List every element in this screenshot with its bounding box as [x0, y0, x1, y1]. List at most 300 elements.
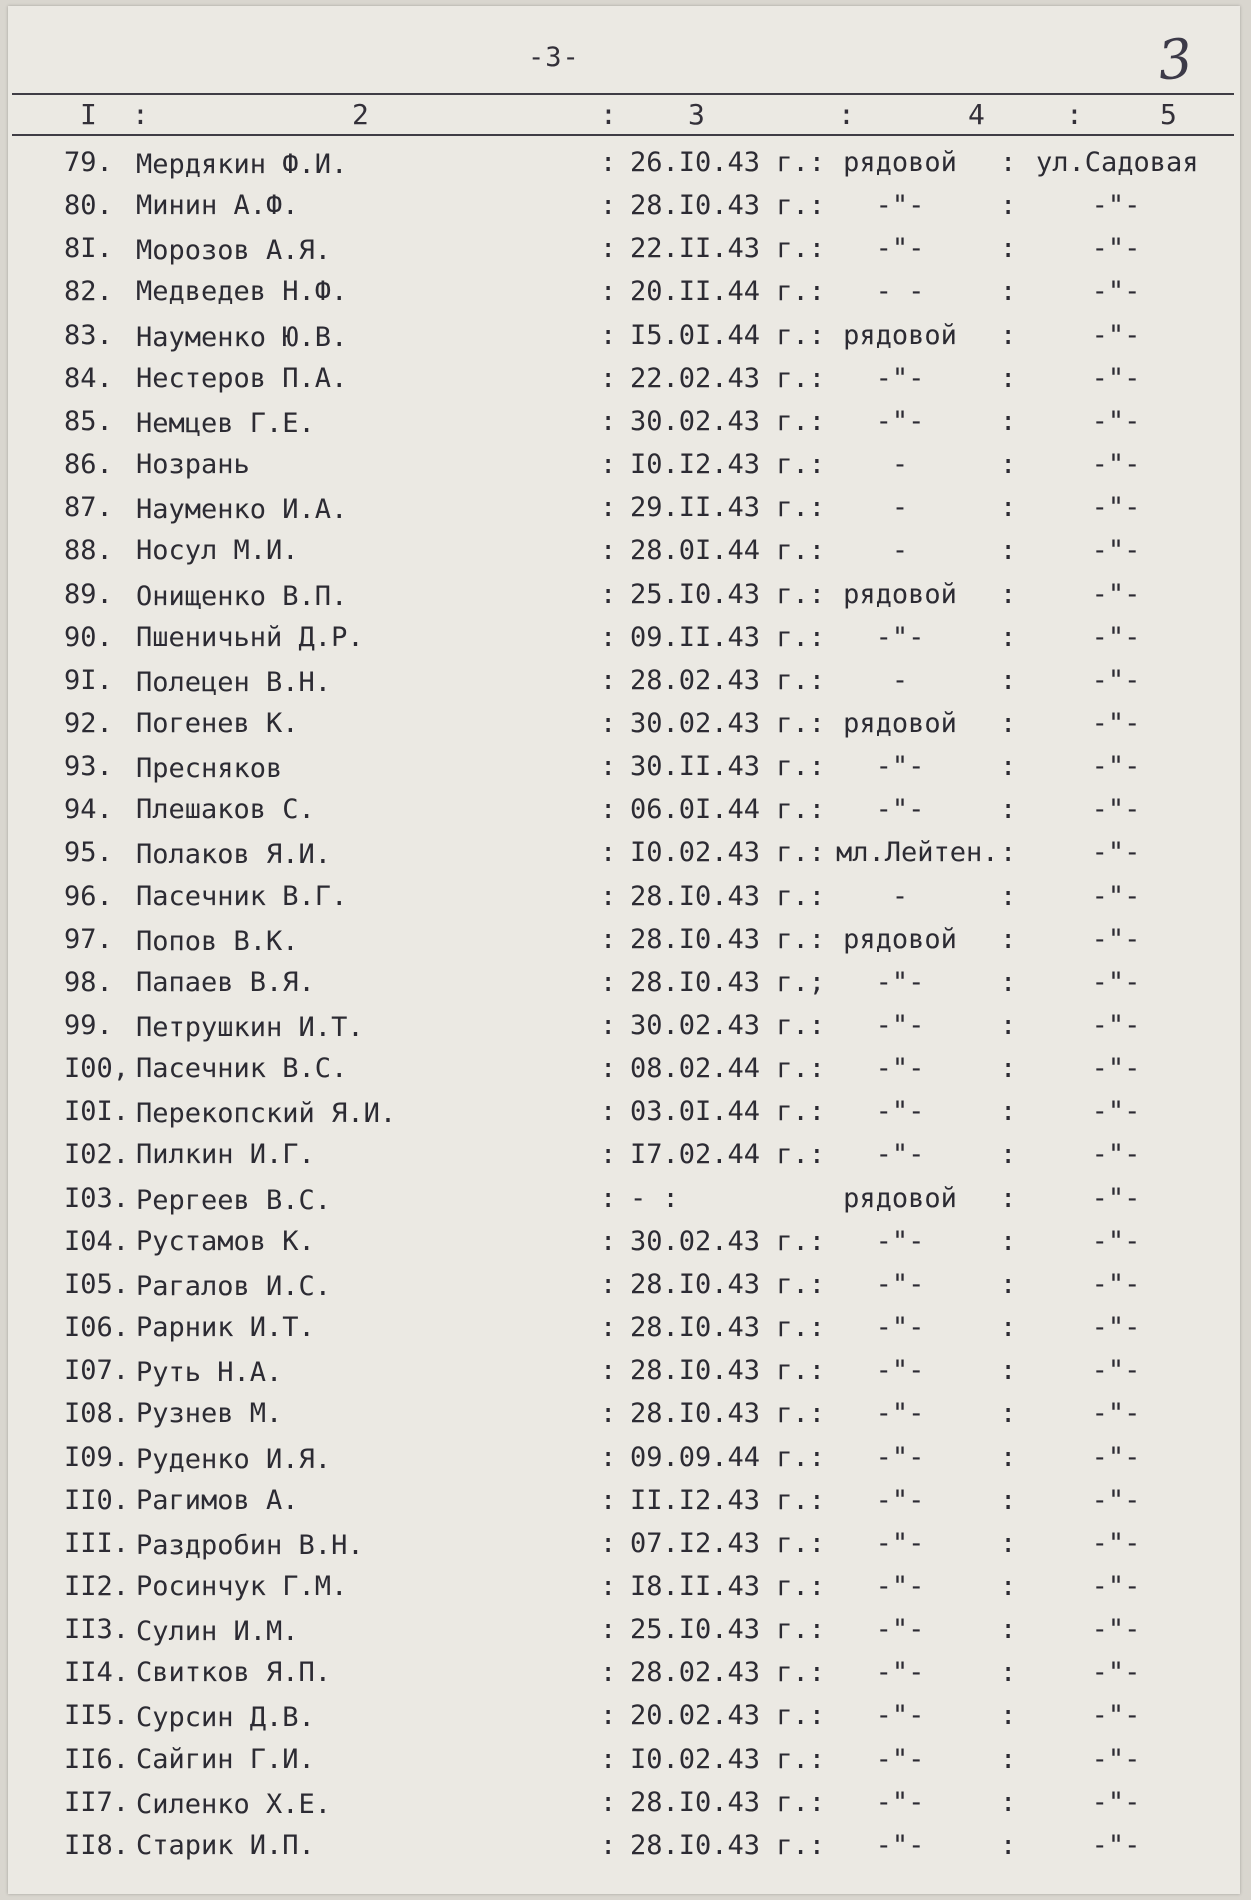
column-separator: :	[600, 1010, 617, 1041]
column-separator: :	[1000, 1614, 1017, 1646]
street-address: -"-	[1091, 1139, 1141, 1171]
column-header-4: 4	[968, 98, 985, 131]
header-separator: :	[1066, 98, 1083, 131]
column-separator: :	[600, 1225, 617, 1257]
military-rank: -	[891, 664, 909, 696]
column-separator: :	[1000, 751, 1017, 783]
record-number: I05.	[64, 1268, 130, 1300]
person-name: Морозов А.Я.	[136, 235, 332, 267]
record-number: 83.	[64, 319, 113, 351]
page-number: -3-	[528, 42, 580, 73]
table-row	[8, 878, 1240, 916]
record-number: 89.	[64, 578, 113, 610]
table-row	[8, 1827, 1240, 1865]
military-rank: -"-	[875, 1570, 925, 1602]
record-date: 28.I0.43 г.:	[630, 1829, 826, 1861]
military-rank: -	[891, 449, 909, 481]
column-separator: :	[600, 1398, 617, 1430]
military-rank: -"-	[875, 1700, 925, 1732]
military-rank: -"-	[875, 1441, 925, 1473]
column-separator: :	[600, 535, 617, 567]
column-separator: :	[600, 362, 617, 394]
person-name: Полаков Я.И.	[136, 839, 332, 871]
column-separator: :	[1000, 1139, 1017, 1171]
column-separator: :	[600, 147, 617, 178]
column-separator: :	[600, 1743, 617, 1775]
person-name: Раздробин В.Н.	[136, 1529, 364, 1561]
street-address: -"-	[1091, 1786, 1141, 1818]
person-name: Медведев Н.Ф.	[136, 276, 348, 308]
street-address: -"-	[1091, 1053, 1141, 1085]
military-rank: -"-	[875, 1527, 925, 1559]
column-separator: :	[600, 707, 617, 739]
military-rank: -"-	[875, 1312, 925, 1344]
street-address: -"-	[1091, 233, 1141, 265]
column-separator: :	[600, 794, 617, 826]
column-separator: :	[600, 923, 617, 955]
street-address: -"-	[1091, 492, 1141, 524]
record-number: II3.	[64, 1614, 130, 1646]
column-separator: :	[600, 405, 617, 437]
document-page	[8, 6, 1240, 1894]
military-rank: -"-	[875, 1657, 925, 1689]
record-date: 22.02.43 г.:	[630, 362, 826, 394]
column-separator: :	[600, 1829, 617, 1861]
record-number: 88.	[64, 535, 113, 567]
street-address: -"-	[1091, 1268, 1141, 1300]
column-separator: :	[1000, 1268, 1017, 1300]
record-date: 28.I0.43 г.:	[630, 1786, 826, 1818]
record-date: 08.02.44 г.:	[630, 1053, 826, 1085]
table-row	[8, 1568, 1240, 1606]
military-rank: -	[891, 880, 909, 912]
street-address: -"-	[1091, 1743, 1141, 1775]
table-row	[8, 1611, 1240, 1649]
table-row	[8, 1136, 1240, 1174]
record-number: I02.	[64, 1139, 130, 1171]
column-separator: :	[600, 1441, 617, 1473]
street-address: -"-	[1091, 449, 1141, 481]
military-rank: -"-	[875, 1786, 925, 1818]
record-date: 28.I0.43 г.:	[630, 1268, 826, 1300]
person-name: Попов В.К.	[136, 925, 299, 957]
military-rank: -"-	[875, 1829, 925, 1861]
military-rank: рядовой	[843, 578, 957, 610]
record-number: II7.	[64, 1786, 130, 1818]
record-number: II6.	[64, 1743, 130, 1775]
column-separator: :	[1000, 1829, 1017, 1861]
person-name: Пасечник В.С.	[136, 1053, 348, 1085]
record-date: I0.02.43 г.:	[630, 837, 826, 869]
record-number: 85.	[64, 405, 113, 437]
person-name: Полецен В.Н.	[136, 666, 332, 698]
street-address: -"-	[1091, 837, 1141, 869]
column-separator: :	[600, 1570, 617, 1602]
street-address: -"-	[1091, 319, 1141, 351]
person-name: Пресняков	[136, 753, 283, 785]
record-date: 22.II.43 г.:	[630, 233, 826, 265]
person-name: Минин А.Ф.	[136, 190, 299, 222]
handwritten-sheet-number: 3	[1154, 26, 1196, 93]
table-row	[8, 1654, 1240, 1692]
record-date: I7.02.44 г.:	[630, 1139, 826, 1171]
table-row	[8, 1395, 1240, 1433]
table-row	[8, 705, 1240, 743]
table-row	[8, 1223, 1240, 1261]
record-number: 92.	[64, 707, 113, 739]
military-rank: -"-	[875, 1614, 925, 1646]
military-rank: -"-	[875, 362, 925, 394]
record-number: 98.	[64, 966, 113, 998]
record-date: 26.I0.43 г.:	[630, 147, 826, 178]
record-date: 09.09.44 г.:	[630, 1441, 826, 1473]
person-name: Мердякин Ф.И.	[136, 149, 348, 180]
record-date: - :	[630, 1182, 679, 1214]
table-row	[8, 921, 1240, 959]
person-name: Нозрань	[136, 449, 250, 481]
record-date: 20.II.44 г.:	[630, 276, 826, 308]
person-name: Рагалов И.С.	[136, 1270, 332, 1302]
record-number: 93.	[64, 751, 113, 783]
table-row	[8, 1309, 1240, 1347]
record-date: 25.I0.43 г.:	[630, 1614, 826, 1646]
street-address: -"-	[1091, 880, 1141, 912]
military-rank: рядовой	[843, 147, 957, 178]
military-rank: рядовой	[843, 707, 957, 739]
military-rank: -"-	[875, 966, 925, 998]
record-number: 95.	[64, 837, 113, 869]
military-rank: -	[891, 535, 909, 567]
column-separator: :	[1000, 1096, 1017, 1128]
record-date: 20.02.43 г.:	[630, 1700, 826, 1732]
column-separator: :	[1000, 1398, 1017, 1430]
column-separator: :	[1000, 1786, 1017, 1818]
column-separator: :	[600, 1053, 617, 1085]
record-number: I07.	[64, 1355, 130, 1387]
column-separator: :	[1000, 707, 1017, 739]
record-date: 28.02.43 г.:	[630, 1657, 826, 1689]
table-row	[8, 360, 1240, 398]
street-address: -"-	[1091, 1398, 1141, 1430]
street-address: -"-	[1091, 1312, 1141, 1344]
record-date: 25.I0.43 г.:	[630, 578, 826, 610]
record-date: 28.02.43 г.:	[630, 664, 826, 696]
column-header-5: 5	[1160, 98, 1177, 131]
military-rank: -"-	[875, 1096, 925, 1128]
street-address: -"-	[1091, 1096, 1141, 1128]
table-row	[8, 1266, 1240, 1304]
record-number: I0I.	[64, 1096, 130, 1128]
column-separator: :	[1000, 535, 1017, 567]
column-separator: :	[600, 621, 617, 653]
header-top-rule	[12, 93, 1234, 95]
military-rank: рядовой	[843, 1182, 957, 1214]
street-address: -"-	[1091, 1614, 1141, 1646]
military-rank: рядовой	[843, 319, 957, 351]
person-name: Рустамов К.	[136, 1225, 315, 1257]
record-number: 86.	[64, 449, 113, 481]
column-separator: :	[1000, 923, 1017, 955]
column-separator: :	[1000, 880, 1017, 912]
column-separator: :	[600, 449, 617, 481]
street-address: -"-	[1091, 405, 1141, 437]
person-name: Росинчук Г.М.	[136, 1570, 348, 1602]
record-number: II4.	[64, 1657, 130, 1689]
table-row	[8, 230, 1240, 268]
column-separator: :	[600, 1355, 617, 1387]
table-row	[8, 1352, 1240, 1390]
military-rank: -"-	[875, 1484, 925, 1516]
record-date: II.I2.43 г.:	[630, 1484, 826, 1516]
record-date: 29.II.43 г.:	[630, 492, 826, 524]
table-row	[8, 1439, 1240, 1477]
column-separator: :	[1000, 837, 1017, 869]
person-name: Науменко Ю.В.	[136, 321, 348, 353]
column-header-1: I	[80, 98, 97, 131]
person-name: Онищенко В.П.	[136, 580, 348, 612]
person-name: Пасечник В.Г.	[136, 880, 348, 912]
record-number: I09.	[64, 1441, 130, 1473]
person-name: Петрушкин И.Т.	[136, 1012, 364, 1043]
person-name: Пшеничьнй Д.Р.	[136, 621, 364, 653]
column-separator: :	[600, 1614, 617, 1646]
record-date: 30.02.43 г.:	[630, 1225, 826, 1257]
column-separator: :	[1000, 1527, 1017, 1559]
table-row	[8, 532, 1240, 570]
street-address: -"-	[1091, 794, 1141, 826]
column-header-2: 2	[352, 98, 369, 131]
person-name: Перекопский Я.И.	[136, 1098, 397, 1130]
column-separator: :	[1000, 794, 1017, 826]
column-separator: :	[1000, 147, 1017, 178]
header-separator: :	[600, 98, 617, 131]
table-row	[8, 1741, 1240, 1779]
record-number: II0.	[64, 1484, 130, 1516]
column-separator: :	[1000, 362, 1017, 394]
military-rank: -"-	[875, 405, 925, 437]
person-name: Руденко И.Я.	[136, 1443, 332, 1475]
street-address: -"-	[1091, 535, 1141, 567]
military-rank: -"-	[875, 233, 925, 265]
column-separator: :	[600, 1096, 617, 1128]
table-row	[8, 1180, 1240, 1218]
column-separator: :	[1000, 1700, 1017, 1732]
column-separator: :	[600, 1268, 617, 1300]
table-row	[8, 1697, 1240, 1735]
table-row	[8, 489, 1240, 527]
table-row	[8, 748, 1240, 786]
person-name: Науменко И.А.	[136, 494, 348, 526]
record-number: 80.	[64, 190, 113, 222]
record-number: III.	[64, 1527, 130, 1559]
column-separator: :	[1000, 1657, 1017, 1689]
street-address: -"-	[1091, 578, 1141, 610]
column-separator: :	[1000, 1053, 1017, 1085]
person-name: Пилкин И.Г.	[136, 1139, 315, 1171]
column-separator: :	[600, 1786, 617, 1818]
record-number: I08.	[64, 1398, 130, 1430]
column-separator: :	[1000, 449, 1017, 481]
record-number: 97.	[64, 923, 113, 955]
column-separator: :	[600, 319, 617, 351]
person-name: Сайгин Г.И.	[136, 1743, 315, 1775]
record-date: 28.I0.43 г.;	[630, 966, 826, 998]
record-date: 07.I2.43 г.:	[630, 1527, 826, 1559]
table-row	[8, 1007, 1240, 1045]
table-row	[8, 1093, 1240, 1131]
record-date: 03.0I.44 г.:	[630, 1096, 826, 1128]
record-number: I00,	[64, 1053, 130, 1085]
record-date: 30.02.43 г.:	[630, 405, 826, 437]
column-separator: :	[600, 1312, 617, 1344]
record-number: I03.	[64, 1182, 130, 1214]
street-address: -"-	[1091, 1700, 1141, 1732]
table-row	[8, 576, 1240, 614]
record-number: 8I.	[64, 233, 113, 265]
person-name: Рагимов А.	[136, 1484, 299, 1516]
column-separator: :	[600, 1484, 617, 1516]
record-date: 28.I0.43 г.:	[630, 1312, 826, 1344]
street-address: -"-	[1091, 707, 1141, 739]
record-date: 09.II.43 г.:	[630, 621, 826, 653]
record-number: 96.	[64, 880, 113, 912]
column-separator: :	[1000, 190, 1017, 222]
column-separator: :	[600, 276, 617, 308]
table-header	[8, 98, 1240, 132]
person-name: Руть Н.А.	[136, 1357, 283, 1389]
person-name: Силенко Х.Е.	[136, 1788, 332, 1820]
person-name: Папаев В.Я.	[136, 966, 315, 998]
column-separator: :	[600, 190, 617, 222]
record-date: 28.I0.43 г.:	[630, 923, 826, 955]
street-address: -"-	[1091, 1182, 1141, 1214]
military-rank: -"-	[875, 1053, 925, 1085]
person-name: Рузнев М.	[136, 1398, 283, 1430]
record-number: I04.	[64, 1225, 130, 1257]
street-address: -"-	[1091, 923, 1141, 955]
military-rank: -"-	[875, 1010, 925, 1041]
record-date: I0.02.43 г.:	[630, 1743, 826, 1775]
table-row	[8, 1525, 1240, 1563]
record-number: 99.	[64, 1010, 113, 1041]
street-address: -"-	[1091, 1355, 1141, 1387]
street-address: -"-	[1091, 1829, 1141, 1861]
military-rank: мл.Лейтен.	[836, 837, 999, 869]
record-number: 90.	[64, 621, 113, 653]
column-separator: :	[1000, 276, 1017, 308]
column-header-3: 3	[688, 98, 705, 131]
column-separator: :	[1000, 578, 1017, 610]
column-separator: :	[1000, 966, 1017, 998]
record-date: 30.02.43 г.:	[630, 1010, 826, 1041]
table-row	[8, 1784, 1240, 1822]
person-name: Сулин И.М.	[136, 1616, 299, 1648]
column-separator: :	[600, 966, 617, 998]
column-separator: :	[1000, 1570, 1017, 1602]
column-separator: :	[1000, 492, 1017, 524]
table-row	[8, 791, 1240, 829]
military-rank: -"-	[875, 1743, 925, 1775]
table-row	[8, 187, 1240, 225]
military-rank: -"-	[875, 621, 925, 653]
military-rank: -"-	[875, 1225, 925, 1257]
record-number: 87.	[64, 492, 113, 524]
street-address: -"-	[1091, 190, 1141, 222]
person-name: Нестеров П.А.	[136, 362, 348, 394]
street-address: -"-	[1091, 966, 1141, 998]
record-date: 28.I0.43 г.:	[630, 1355, 826, 1387]
record-number: II2.	[64, 1570, 130, 1602]
record-date: 28.I0.43 г.:	[630, 1398, 826, 1430]
column-separator: :	[600, 1700, 617, 1732]
column-separator: :	[1000, 233, 1017, 265]
column-separator: :	[600, 578, 617, 610]
street-address: ул.Садовая	[1036, 147, 1199, 178]
column-separator: :	[600, 1527, 617, 1559]
record-number: 79.	[64, 147, 113, 178]
column-separator: :	[600, 751, 617, 783]
street-address: -"-	[1091, 1657, 1141, 1689]
military-rank: -"-	[875, 1139, 925, 1171]
record-date: I0.I2.43 г.:	[630, 449, 826, 481]
person-name: Старик И.П.	[136, 1829, 315, 1861]
record-number: 84.	[64, 362, 113, 394]
military-rank: - -	[875, 276, 925, 308]
column-separator: :	[1000, 1010, 1017, 1041]
table-row	[8, 662, 1240, 700]
column-separator: :	[600, 492, 617, 524]
column-separator: :	[1000, 1484, 1017, 1516]
street-address: -"-	[1091, 751, 1141, 783]
person-name: Плешаков С.	[136, 794, 315, 826]
street-address: -"-	[1091, 1484, 1141, 1516]
column-separator: :	[600, 1657, 617, 1689]
military-rank: -"-	[875, 1355, 925, 1387]
record-number: 9I.	[64, 664, 113, 696]
table-row	[8, 403, 1240, 441]
street-address: -"-	[1091, 1441, 1141, 1473]
street-address: -"-	[1091, 664, 1141, 696]
street-address: -"-	[1091, 1527, 1141, 1559]
person-name: Сурсин Д.В.	[136, 1702, 315, 1734]
column-separator: :	[1000, 319, 1017, 351]
column-separator: :	[1000, 1225, 1017, 1257]
column-separator: :	[600, 664, 617, 696]
military-rank: -	[891, 492, 909, 524]
table-row	[8, 144, 1240, 182]
person-name: Рергеев В.С.	[136, 1184, 332, 1216]
record-number: I06.	[64, 1312, 130, 1344]
street-address: -"-	[1091, 1570, 1141, 1602]
column-separator: :	[1000, 1441, 1017, 1473]
record-date: 30.II.43 г.:	[630, 751, 826, 783]
column-separator: :	[600, 233, 617, 265]
column-separator: :	[1000, 664, 1017, 696]
person-name: Рарник И.Т.	[136, 1312, 315, 1344]
column-separator: :	[1000, 1743, 1017, 1775]
person-name: Немцев Г.Е.	[136, 407, 315, 439]
record-number: 82.	[64, 276, 113, 308]
table-row	[8, 619, 1240, 657]
table-row	[8, 834, 1240, 872]
column-separator: :	[1000, 1312, 1017, 1344]
column-separator: :	[600, 880, 617, 912]
column-separator: :	[600, 837, 617, 869]
record-date: 28.I0.43 г.:	[630, 880, 826, 912]
column-separator: :	[1000, 1182, 1017, 1214]
military-rank: -"-	[875, 794, 925, 826]
street-address: -"-	[1091, 276, 1141, 308]
